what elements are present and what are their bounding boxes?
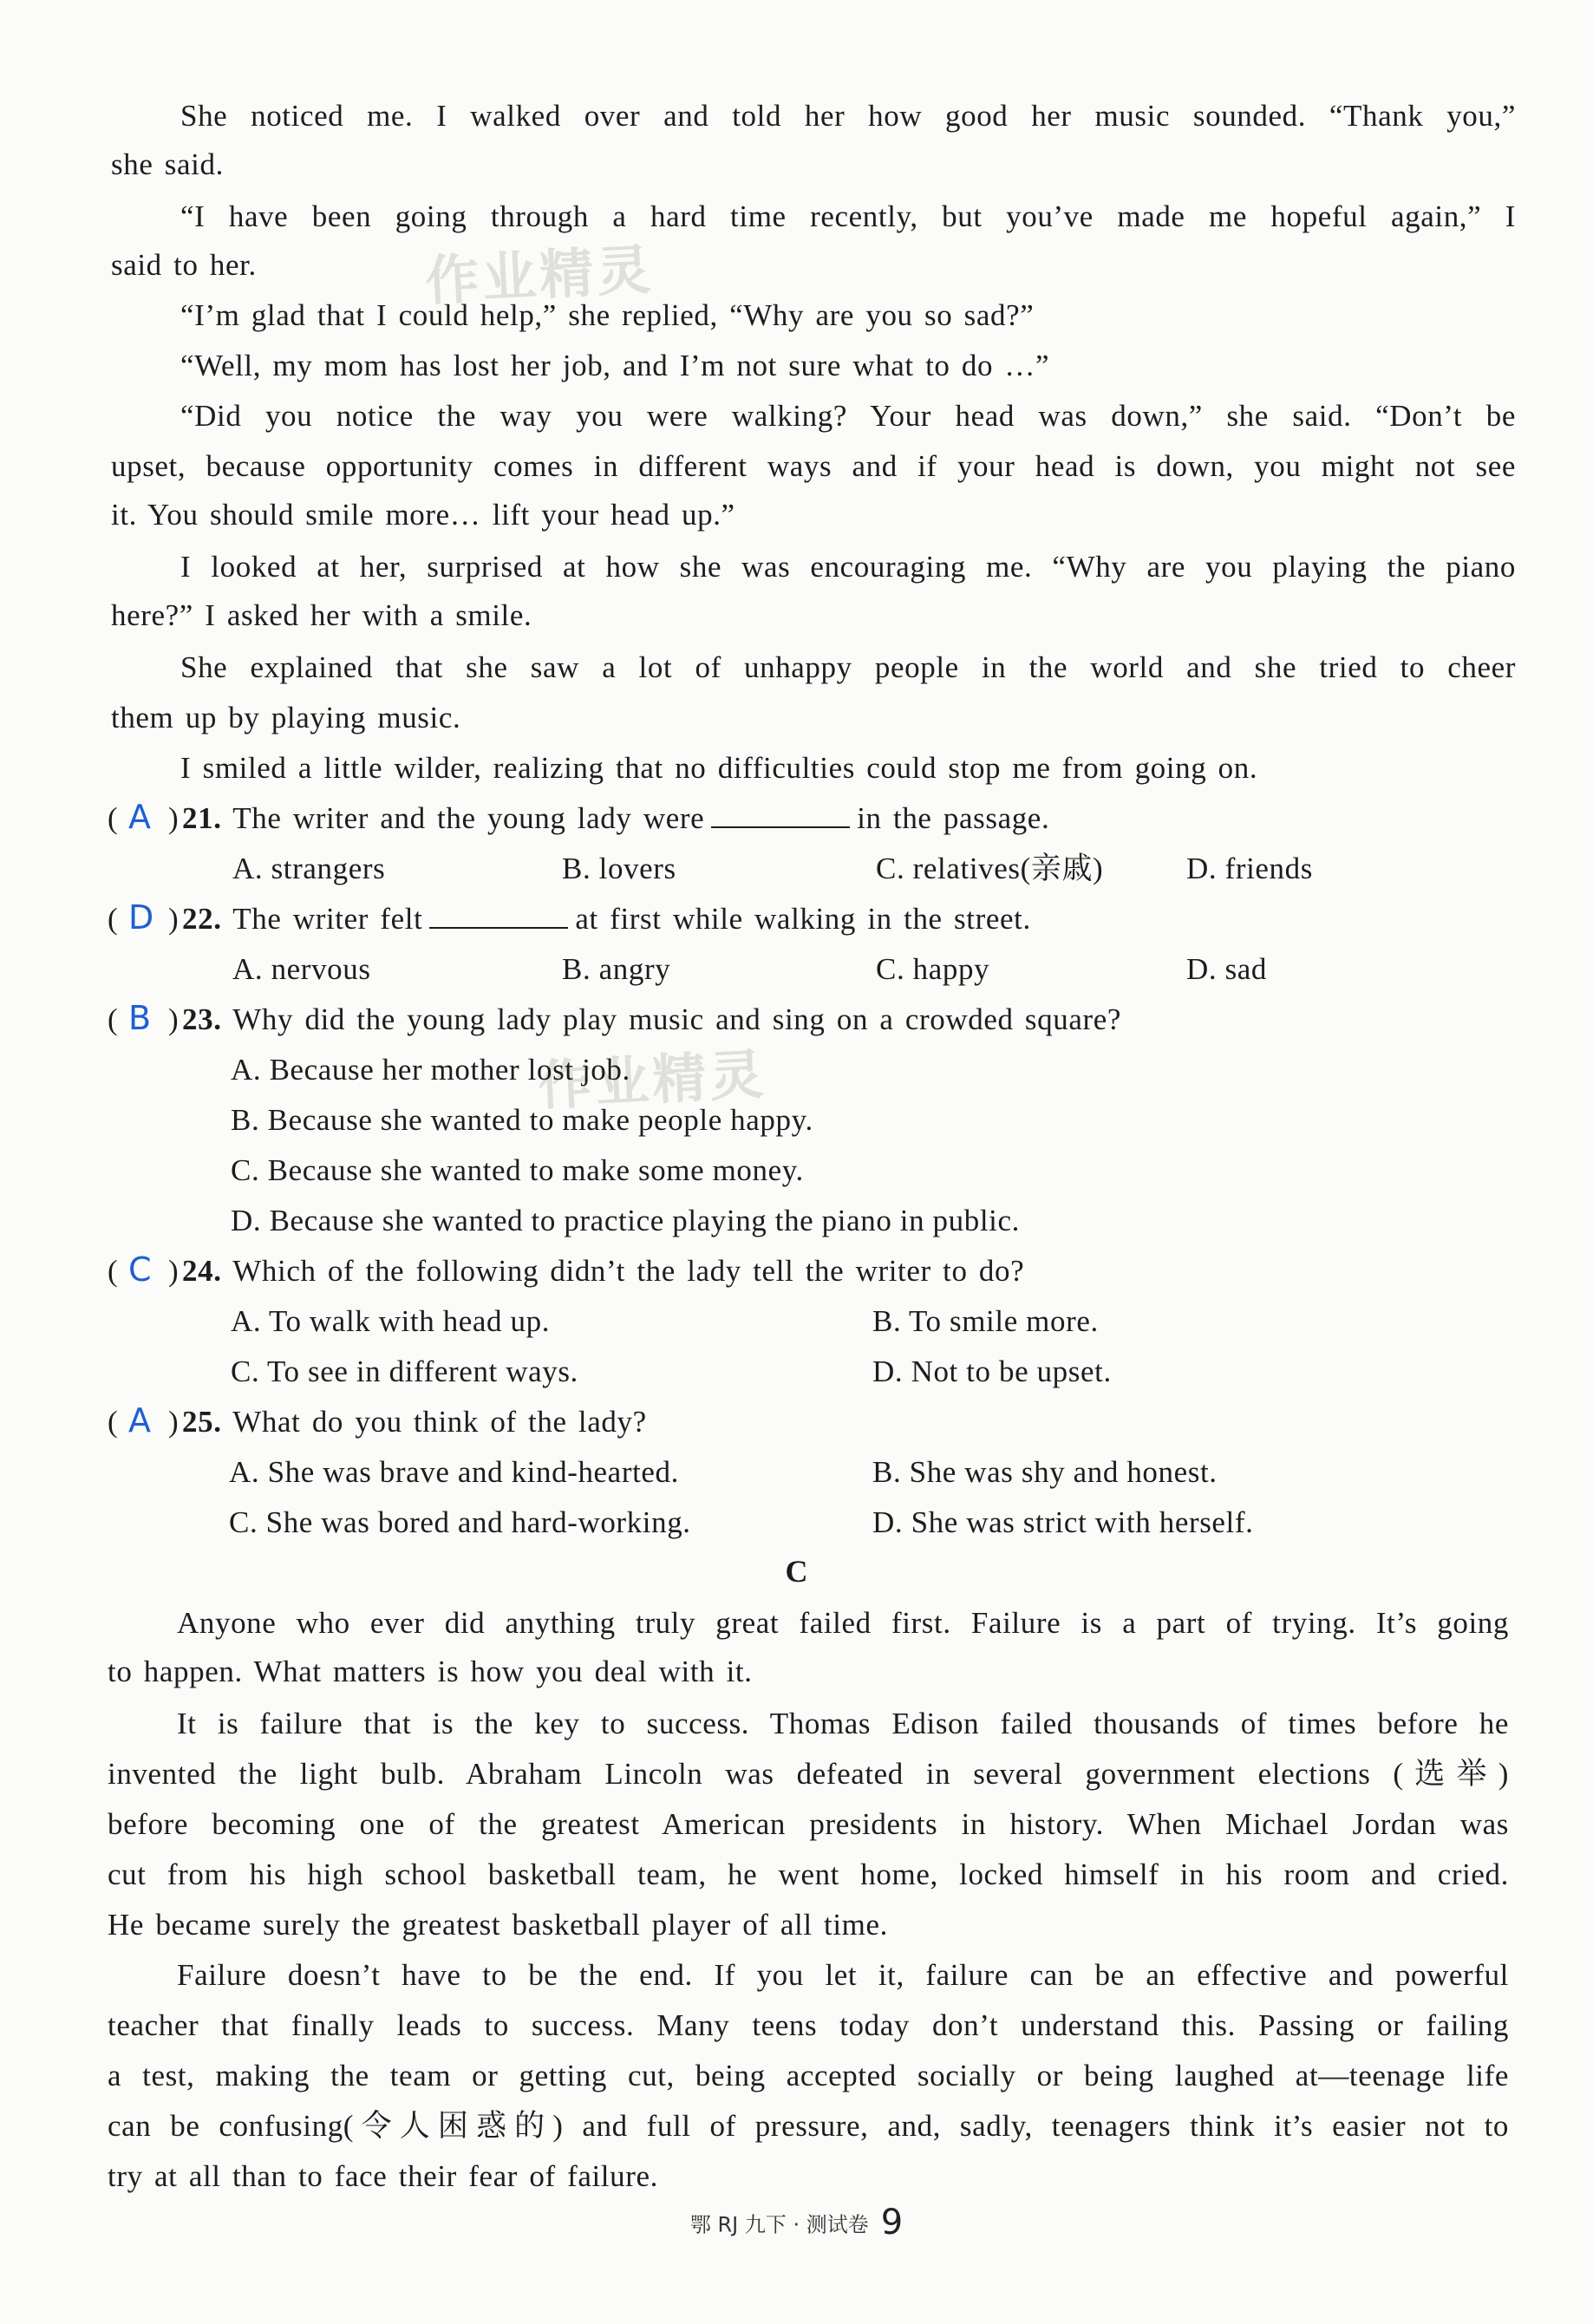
passage-line: It is failure that is the key to success. Thomas Edison failed thousands of times before he <box>177 1707 1509 1740</box>
passage-line: “I’m glad that I could help,” she replied, “Why are you so sad?” <box>180 298 1035 332</box>
option-c: C. Because she wanted to make some money. <box>231 1153 804 1187</box>
question-number: 25. <box>182 1405 222 1439</box>
passage-line: I looked at her, surprised at how she was encouraging me. “Why are you playing the piano <box>180 550 1516 584</box>
passage-line: them up by playing music. <box>111 701 461 734</box>
question-number: 22. <box>182 902 222 936</box>
answer-mark: C <box>128 1250 153 1289</box>
option-b: B. lovers <box>562 852 676 885</box>
passage-line: it. You should smile more… lift your head up.” <box>111 498 735 532</box>
option-d: D. friends <box>1186 852 1313 885</box>
option-a: A. Because her mother lost job. <box>231 1053 630 1087</box>
passage-line: He became surely the greatest basketball player of all time. <box>108 1908 888 1942</box>
question-24 <box>108 1252 1024 1290</box>
section-title: C <box>785 1554 808 1589</box>
option-d: D. Not to be upset. <box>872 1355 1112 1388</box>
question-23 <box>108 1001 1121 1039</box>
option-b: B. She was shy and honest. <box>872 1455 1218 1489</box>
answer-paren: ( B ) <box>108 999 180 1037</box>
option-a: A. To walk with head up. <box>231 1304 551 1338</box>
option-a: A. nervous <box>232 952 371 986</box>
answer-blank <box>429 901 568 929</box>
option-b: B. angry <box>562 952 671 986</box>
passage-line: a test, making the team or getting cut, being accepted socially or being laughed at—teenage life <box>108 2059 1509 2092</box>
passage-line: “Did you notice the way you were walking? Your head was down,” she said. “Don’t be <box>180 399 1516 433</box>
question-stem: The writer felt <box>232 902 423 936</box>
question-stem: What do you think of the lady? <box>232 1405 647 1439</box>
passage-line: cut from his high school basketball team, he went home, locked himself in his room and cried. <box>108 1857 1509 1891</box>
answer-paren: ( A ) <box>108 798 180 836</box>
option-d: D. Because she wanted to practice playing the piano in public. <box>231 1204 1020 1237</box>
question-21 <box>108 800 1049 838</box>
option-c: C. relatives(亲戚) <box>876 852 1104 885</box>
question-stem-end: at first while walking in the street. <box>575 902 1031 936</box>
passage-line: to happen. What matters is how you deal with it. <box>108 1655 753 1688</box>
question-25 <box>108 1403 647 1441</box>
answer-mark: D <box>128 898 154 937</box>
passage-line: teacher that finally leads to success. Many teens today don’t understand this. Passing or failing <box>108 2008 1509 2042</box>
passage-line: said to her. <box>111 248 257 282</box>
watermark-middle: 作业精灵 <box>536 1042 769 1118</box>
option-a: A. strangers <box>232 852 386 885</box>
passage-line: invented the light bulb. Abraham Lincoln was defeated in several government elections (选举) <box>108 1757 1509 1791</box>
question-stem: Which of the following didn’t the lady tell the writer to do? <box>232 1254 1025 1288</box>
option-b: B. To smile more. <box>872 1304 1099 1338</box>
page-footer <box>0 2203 1593 2242</box>
question-stem-end: in the passage. <box>857 801 1050 835</box>
option-c: C. To see in different ways. <box>231 1355 578 1388</box>
question-22 <box>108 900 1031 938</box>
passage-line: she said. <box>111 147 224 181</box>
answer-paren: ( A ) <box>108 1401 180 1439</box>
question-number: 21. <box>182 801 222 835</box>
answer-paren: ( C ) <box>108 1250 180 1289</box>
option-c: C. She was bored and hard-working. <box>229 1505 691 1539</box>
option-c: C. happy <box>876 952 990 986</box>
option-d: D. She was strict with herself. <box>872 1505 1254 1539</box>
passage-line: She explained that she saw a lot of unhappy people in the world and she tried to cheer <box>180 650 1516 684</box>
question-number: 23. <box>182 1002 222 1036</box>
answer-mark: A <box>128 798 152 836</box>
answer-mark: B <box>128 999 152 1037</box>
option-d: D. sad <box>1186 952 1268 986</box>
passage-line: She noticed me. I walked over and told her how good her music sounded. “Thank you,” <box>180 99 1516 133</box>
question-number: 24. <box>182 1254 222 1288</box>
passage-line: here?” I asked her with a smile. <box>111 598 532 632</box>
passage-line: Anyone who ever did anything truly great failed first. Failure is a part of trying. It’s going <box>177 1606 1509 1640</box>
answer-blank <box>711 800 850 828</box>
watermark-top: 作业精灵 <box>423 238 656 313</box>
passage-line: upset, because opportunity comes in different ways and if your head is down, you might not see <box>111 449 1516 483</box>
answer-paren: ( D ) <box>108 898 180 937</box>
passage-line: before becoming one of the greatest American presidents in history. When Michael Jordan was <box>108 1807 1509 1841</box>
passage-line: Failure doesn’t have to be the end. If you let it, failure can be an effective and powerful <box>177 1958 1509 1992</box>
footer-label: 鄂 RJ 九下 · 测试卷 <box>689 2212 869 2237</box>
passage-line: I smiled a little wilder, realizing that no difficulties could stop me from going on. <box>180 751 1258 785</box>
passage-line: try at all than to face their fear of failure. <box>108 2159 658 2193</box>
passage-line: “I have been going through a hard time recently, but you’ve made me hopeful again,” I <box>180 199 1516 233</box>
question-stem: The writer and the young lady were <box>232 801 705 835</box>
option-b: B. Because she wanted to make people happy. <box>231 1103 813 1137</box>
option-a: A. She was brave and kind-hearted. <box>229 1455 679 1489</box>
passage-line: “Well, my mom has lost her job, and I’m not sure what to do …” <box>180 349 1050 382</box>
passage-line: can be confusing(令人困惑的) and full of pressure, and, sadly, teenagers think it’s easier not to <box>108 2109 1509 2143</box>
question-stem: Why did the young lady play music and sing on a crowded square? <box>232 1002 1122 1036</box>
answer-mark: A <box>128 1401 152 1439</box>
page-number: 9 <box>880 2203 904 2242</box>
